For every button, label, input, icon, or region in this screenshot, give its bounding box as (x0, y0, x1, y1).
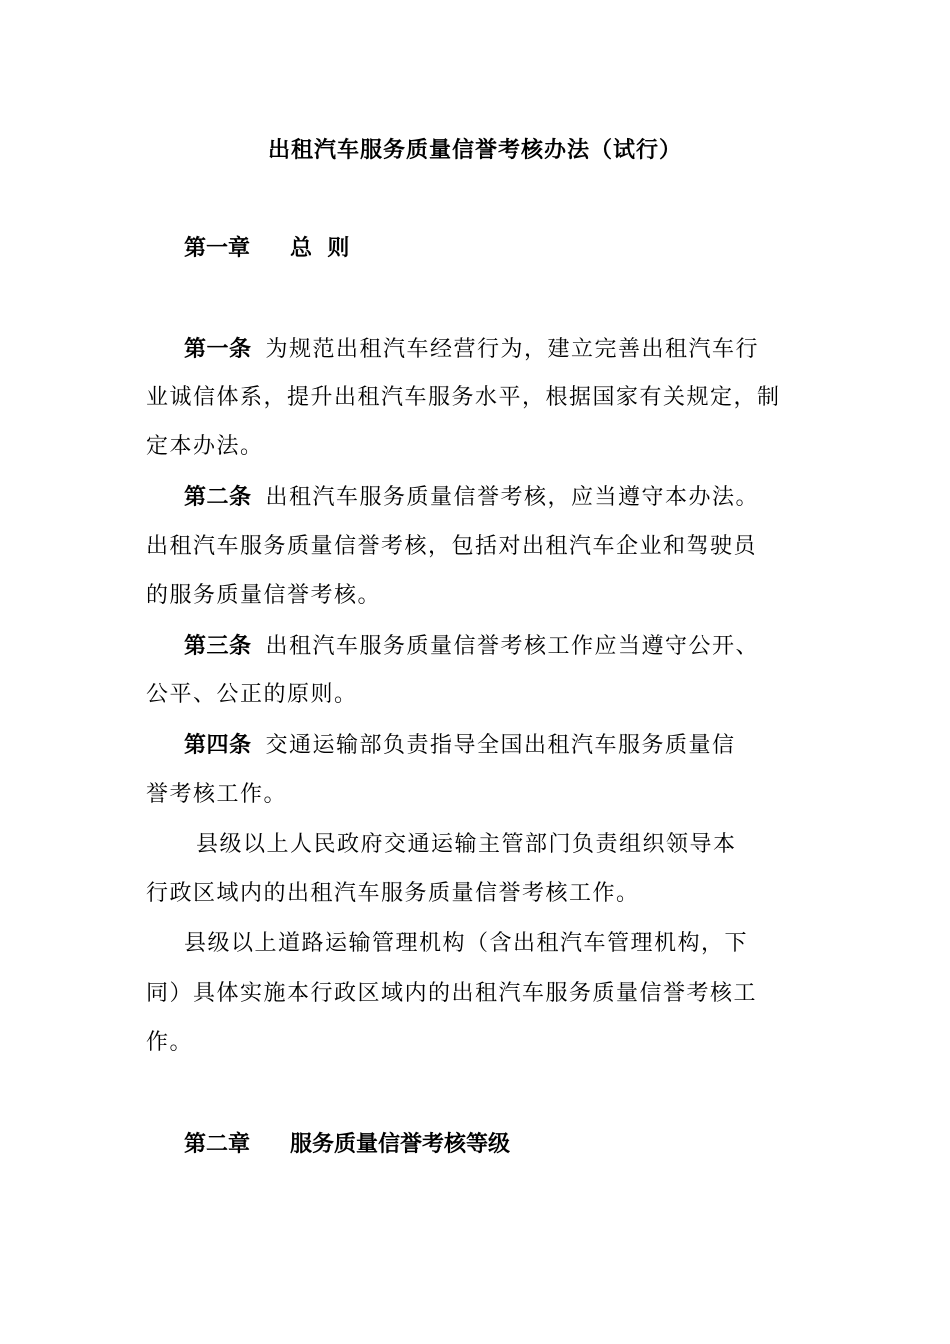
article-2-line-3: 的服务质量信誉考核。 (146, 583, 382, 608)
article-3-text-1: 出租汽车服务质量信誉考核工作应当遵守公开、 (265, 634, 760, 659)
document-title: 出租汽车服务质量信誉考核办法（试行） (267, 137, 682, 163)
article-4-text-1: 交通运输部负责指导全国出租汽车服务质量信 (265, 733, 736, 758)
article-4-para-2-line-1: 县级以上人民政府交通运输主管部门负责组织领导本 (196, 832, 737, 857)
chapter-2-number: 第二章 (184, 1131, 251, 1157)
article-4-para-2-line-2: 行政区域内的出租汽车服务质量信誉考核工作。 (146, 881, 640, 906)
article-4-line-1 (184, 727, 736, 764)
chapter-1-heading (184, 230, 349, 266)
chapter-2-heading (184, 1126, 510, 1162)
article-4-label: 第四条 (184, 732, 252, 758)
article-3-line-2: 公平、公正的原则。 (146, 682, 358, 707)
article-1-text-1: 为规范出租汽车经营行为，建立完善出租汽车行 (265, 337, 760, 362)
article-2-line-1 (184, 479, 759, 516)
article-1-line-1 (184, 331, 759, 368)
article-3-line-1 (184, 628, 759, 665)
article-4-para-3-line-2: 同）具体实施本行政区域内的出租汽车服务质量信誉考核工 (146, 981, 758, 1006)
article-1-line-2: 业诚信体系，提升出租汽车服务水平，根据国家有关规定，制 (146, 385, 781, 410)
article-2-text-1: 出租汽车服务质量信誉考核，应当遵守本办法。 (265, 485, 760, 510)
chapter-2-title: 服务质量信誉考核等级 (290, 1131, 511, 1157)
article-4-para-3-line-1: 县级以上道路运输管理机构（含出租汽车管理机构，下 (184, 931, 749, 956)
article-2-line-2: 出租汽车服务质量信誉考核，包括对出租汽车企业和驾驶员 (146, 534, 758, 559)
article-1-label: 第一条 (184, 336, 252, 362)
article-1-line-3: 定本办法。 (146, 434, 264, 459)
chapter-1-title: 总 则 (290, 235, 350, 261)
article-4-para-3-line-3: 作。 (146, 1030, 194, 1055)
article-2-label: 第二条 (184, 484, 252, 510)
article-3-label: 第三条 (184, 633, 252, 659)
chapter-1-number: 第一章 (184, 235, 251, 261)
article-4-line-2: 誉考核工作。 (146, 782, 288, 807)
